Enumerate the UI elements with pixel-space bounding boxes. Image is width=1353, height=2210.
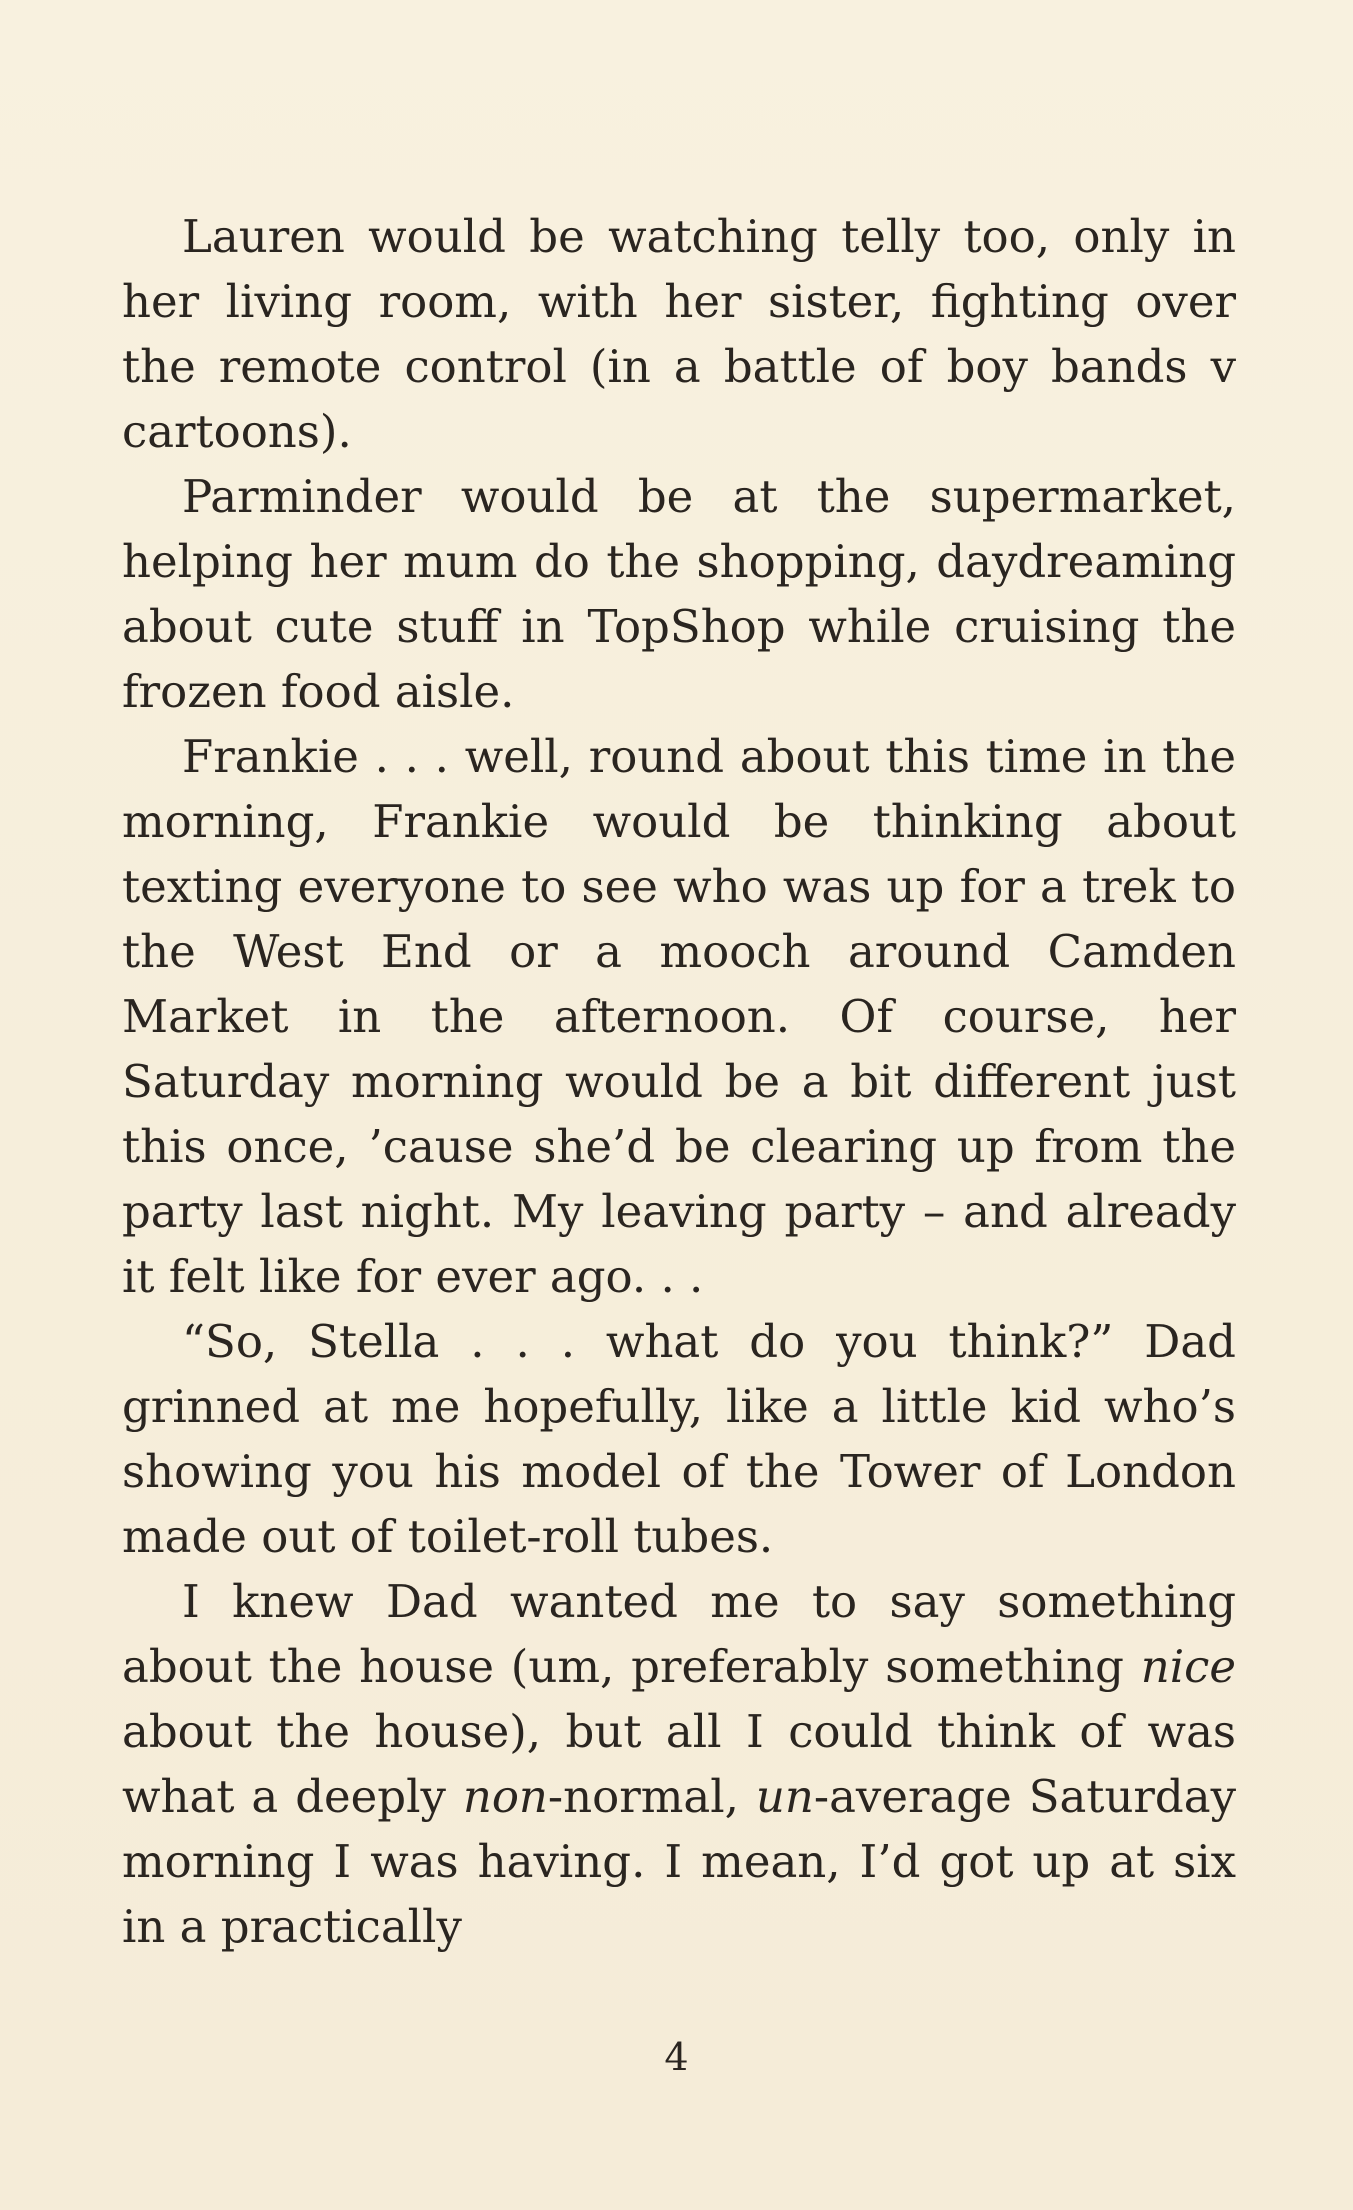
page-number: 4	[664, 2035, 689, 2079]
emphasis-text: non	[462, 1770, 548, 1823]
paragraph-text: -normal,	[547, 1770, 756, 1823]
paragraph-text: Parminder would be at the supermarket, helping her mum do the shopping, daydreaming about cute stuff in TopShop while cruising the frozen food aisle.	[122, 470, 1236, 718]
paragraph-5	[122, 1569, 1236, 1959]
paragraph-text: “So, Stella . . . what do you think?” Dad grinned at me hopefully, like a little kid who’s showing you his model of the Tower of London made out of toilet-roll tubes.	[122, 1315, 1236, 1563]
paragraph-1	[122, 204, 1236, 464]
paragraph-4	[122, 1309, 1236, 1569]
emphasis-text: un	[755, 1770, 814, 1823]
body-text	[122, 204, 1236, 1959]
paragraph-text: Frankie . . . well, round about this time in the morning, Frankie would be thinking about texting everyone to see who was up for a trek to the West End or a mooch around Camden Market in the afternoon. Of course, her Saturday morning would be a bit different just this once, ’cause she’d be clearing up from the party last night. My leaving party – and already it felt like for ever ago. . .	[122, 730, 1236, 1303]
paragraph-text: I knew Dad wanted me to say something about the house (um, preferably something	[122, 1575, 1236, 1693]
paragraph-3	[122, 724, 1236, 1309]
paragraph-text: about the house), but all I could think of was what a deeply	[122, 1705, 1236, 1823]
paragraph-2	[122, 464, 1236, 724]
paragraph-text: -average Saturday morning I was having. I mean, I’d got up at six in a practically	[122, 1770, 1236, 1953]
emphasis-text: nice	[1140, 1640, 1236, 1693]
paragraph-text: Lauren would be watching telly too, only in her living room, with her sister, fighting over the remote control (in a battle of boy bands v cartoons).	[122, 210, 1236, 458]
